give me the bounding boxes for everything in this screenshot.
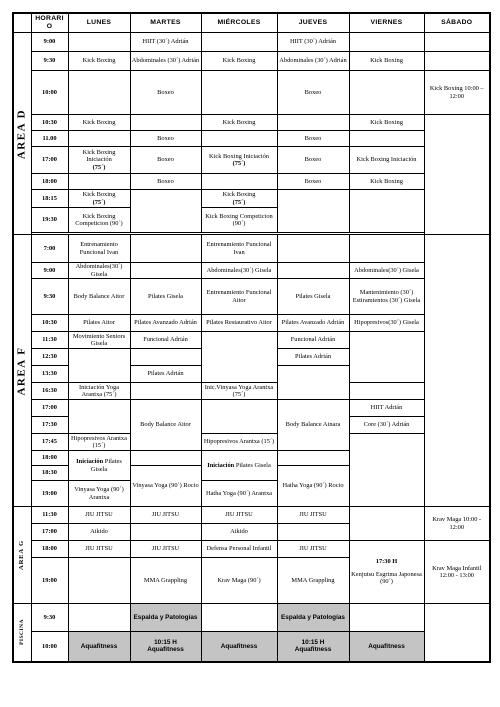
class-cell — [130, 190, 201, 233]
class-cell — [349, 131, 424, 147]
corner-cell — [13, 13, 31, 33]
class-cell: Kick Boxing Iniciación — [349, 147, 424, 174]
class-cell — [349, 190, 424, 233]
time-cell: 19:00 — [31, 558, 68, 604]
class-cell: Entrenamiento Funcional Aitor — [201, 279, 277, 315]
class-cell — [277, 235, 349, 263]
table-row — [13, 131, 490, 147]
time-cell: 18:00 — [31, 541, 68, 558]
class-cell: Kick Boxing — [349, 115, 424, 131]
class-cell: Vinyasa Yoga (90´) Rocio — [130, 466, 201, 507]
class-cell: Krav Maga (90´) — [201, 558, 277, 604]
class-cell — [424, 52, 490, 71]
class-name: Pilates Gisela — [235, 461, 271, 469]
table-row — [13, 115, 490, 131]
table-row — [13, 434, 490, 451]
time-cell: 17:00 — [31, 400, 68, 417]
time-cell: 17:30 — [31, 417, 68, 434]
class-cell — [130, 383, 201, 400]
class-duration: (75´) — [232, 160, 246, 167]
class-cell — [277, 263, 349, 279]
time-cell: 16:30 — [31, 383, 68, 400]
class-cell: Aikido — [68, 524, 130, 541]
time-cell: 10:00 — [31, 632, 68, 662]
class-cell: Core (30´) Adrián — [349, 417, 424, 434]
table-row — [13, 174, 490, 190]
class-cell: JIU JITSU — [277, 507, 349, 524]
class-name: Kenjutsu Esgrima Japonesa (90´) — [351, 570, 422, 586]
class-cell: Kick Boxing — [201, 52, 277, 71]
class-cell — [349, 71, 424, 115]
area-g-label: AREA G — [18, 540, 26, 570]
class-cell: Funcional Adrián — [277, 332, 349, 349]
class-cell — [277, 632, 349, 662]
class-start-time: 10:15 H — [154, 638, 177, 646]
area-f-label: AREA F — [15, 345, 28, 396]
class-start-time: 10:15 H — [301, 638, 325, 646]
class-cell — [201, 604, 277, 632]
class-cell — [68, 190, 130, 208]
table-row — [13, 147, 490, 174]
class-cell — [68, 349, 130, 383]
class-cell: Abdominales(30´) Gisela — [201, 263, 277, 279]
piscina-label-cell — [13, 604, 31, 662]
table-row — [13, 263, 490, 279]
class-cell: JIU JITSU — [68, 507, 130, 524]
class-cell: Aquafitness — [349, 632, 424, 662]
class-cell — [424, 115, 490, 235]
time-cell: 17:00 — [31, 147, 68, 174]
class-cell: Boxeo — [130, 71, 201, 115]
class-cell: Hipopresivos Arantxa (15´) — [68, 434, 130, 451]
class-duration: (75´) — [92, 163, 106, 171]
class-name: Aquafitness — [147, 646, 184, 654]
class-cell — [68, 147, 130, 174]
class-cell: Body Balance Ainara — [277, 400, 349, 451]
class-cell: Movimiento Seniors Gisela — [68, 332, 130, 349]
class-cell — [349, 383, 424, 400]
time-cell: 9:00 — [31, 33, 68, 52]
class-cell: Hatha Yoga (90´) Rocio — [277, 466, 349, 507]
time-cell: 9:30 — [31, 279, 68, 315]
class-level: Iniciación — [207, 461, 235, 469]
class-cell — [277, 366, 349, 400]
class-cell: Kick Boxing Competicion (90´) — [68, 208, 130, 233]
table-row — [13, 71, 490, 115]
class-cell: Pilates Gisela — [277, 279, 349, 315]
class-cell: Body Balance Aitor — [130, 400, 201, 451]
class-cell: JIU JITSU — [68, 541, 130, 558]
time-cell: 18:00 — [31, 174, 68, 190]
class-cell — [68, 174, 130, 190]
table-row — [13, 383, 490, 400]
time-cell: 11:30 — [31, 507, 68, 524]
time-cell: 17:00 — [31, 524, 68, 541]
class-cell — [68, 400, 130, 434]
class-cell: Funcional Adrián — [130, 332, 201, 349]
class-cell — [201, 174, 277, 190]
class-cell: Pilates Avanzado Adrián — [130, 315, 201, 332]
class-cell — [201, 332, 277, 383]
class-cell: HIIT (30´) Adrián — [277, 33, 349, 52]
time-cell: 7:00 — [31, 235, 68, 263]
class-cell: JIU JITSU — [201, 507, 277, 524]
time-cell: 10:30 — [31, 315, 68, 332]
class-cell: Boxeo — [130, 147, 201, 174]
class-cell: HIIT Adrián — [349, 400, 424, 417]
class-cell — [349, 235, 424, 263]
class-cell: Pilates Aitor — [68, 315, 130, 332]
class-cell: Body Balance Aitor — [68, 279, 130, 315]
area-g-label-cell — [13, 507, 31, 604]
class-cell — [130, 115, 201, 131]
class-cell — [68, 558, 130, 604]
class-cell: Pilates Avanzado Adrián — [277, 315, 349, 332]
class-cell: Pilates Adrián — [277, 349, 349, 366]
class-cell — [68, 33, 130, 52]
class-cell: Espalda y Patologías — [130, 604, 201, 632]
time-cell: 9:30 — [31, 52, 68, 71]
table-row — [13, 507, 490, 524]
area-d-label: AREA D — [15, 108, 28, 159]
class-cell: Entrenamiento Funcional Ivan — [68, 235, 130, 263]
class-cell: Abdominales(30´) Gisela — [68, 263, 130, 279]
class-cell — [130, 451, 201, 466]
time-cell: 9:30 — [31, 604, 68, 632]
class-cell: Kick Boxing 10:00 – 12:00 — [424, 71, 490, 115]
class-duration: (75´) — [232, 198, 246, 206]
class-cell — [201, 71, 277, 115]
class-cell: Boxeo — [277, 131, 349, 147]
class-name: Kick Boxing — [222, 191, 256, 199]
class-cell: MMA Grappling — [277, 558, 349, 604]
class-cell: Hipopresivos Arantxa (15´) — [201, 434, 277, 451]
class-level: Iniciación — [76, 458, 104, 466]
class-cell — [130, 235, 201, 263]
time-cell: 17:45 — [31, 434, 68, 451]
piscina-label: PISCINA — [19, 619, 26, 646]
time-cell: 9:00 — [31, 263, 68, 279]
class-cell — [349, 541, 424, 604]
class-cell — [349, 434, 424, 507]
table-row — [13, 315, 490, 332]
class-name: Pilates Gisela — [90, 458, 122, 473]
class-cell — [349, 507, 424, 541]
class-start-time: 17:30 H — [375, 558, 398, 566]
class-cell: Aquafitness — [201, 632, 277, 662]
time-cell: 13:30 — [31, 366, 68, 383]
time-cell: 10:00 — [31, 71, 68, 115]
class-cell — [68, 604, 130, 632]
class-cell — [201, 451, 277, 481]
class-cell: Entrenamiento Funcional Ivan — [201, 235, 277, 263]
class-cell — [277, 524, 349, 541]
header-viernes: VIERNES — [349, 13, 424, 33]
class-cell: Espalda y Patologías — [277, 604, 349, 632]
class-cell: JIU JITSU — [277, 541, 349, 558]
class-cell: Kick Boxing — [349, 52, 424, 71]
time-cell: 18:15 — [31, 190, 68, 208]
class-duration: (75´) — [92, 198, 106, 206]
time-cell: 18:30 — [31, 466, 68, 481]
class-cell — [130, 524, 201, 541]
class-name: Aquafitness — [294, 646, 332, 654]
class-cell: Abdominales (30´) Adrián — [277, 52, 349, 71]
table-row — [13, 190, 490, 208]
table-row — [13, 332, 490, 349]
class-cell — [68, 71, 130, 115]
class-cell: Hatha Yoga (90´) Arantxa — [201, 481, 277, 507]
class-cell: Kick Boxing — [68, 52, 130, 71]
class-cell — [201, 131, 277, 147]
time-cell: 11:30 — [31, 332, 68, 349]
class-cell: Krav Maga Infantil 12:00 - 13:00 — [424, 541, 490, 604]
header-martes: MARTES — [130, 13, 201, 33]
class-cell — [349, 332, 424, 383]
class-cell: HIIT (30´) Adrián — [130, 33, 201, 52]
class-name: Kick Boxing Iniciación — [82, 148, 116, 164]
class-cell: Abdominales(30´) Gisela — [349, 263, 424, 279]
class-cell: Iniciación Yoga Arantxa (75´) — [68, 383, 130, 400]
class-cell — [424, 33, 490, 52]
class-cell: Aikido — [201, 524, 277, 541]
class-name: Kick Boxing — [82, 191, 116, 199]
header-sabado: SÁBADO — [424, 13, 490, 33]
class-cell — [349, 33, 424, 52]
class-cell: Pilates Gisela — [130, 279, 201, 315]
class-cell: Pilates Adrián — [130, 366, 201, 383]
area-d-label-cell — [13, 33, 31, 235]
class-cell: Vinyasa Yoga (90´) Arantxa — [68, 481, 130, 507]
class-cell: Boxeo — [277, 71, 349, 115]
table-row — [13, 52, 490, 71]
class-cell — [68, 131, 130, 147]
table-row — [13, 279, 490, 315]
header-horario: HORARIO — [31, 13, 68, 33]
class-cell: Mantenimiento (30´) Estiramientos (30´) Gisela — [349, 279, 424, 315]
class-cell: Defensa Personal Infantil — [201, 541, 277, 558]
header-miercoles: MIÉRCOLES — [201, 13, 277, 33]
class-cell: Kick Boxing — [68, 115, 130, 131]
table-row — [13, 235, 490, 263]
class-cell — [424, 235, 490, 507]
class-cell: Hipopresivos(30´) Gisela — [349, 315, 424, 332]
class-cell: Krav Maga 10:00 - 12:00 — [424, 507, 490, 541]
class-cell: Boxeo — [130, 131, 201, 147]
class-cell: Boxeo — [277, 147, 349, 174]
header-jueves: JUEVES — [277, 13, 349, 33]
class-cell — [349, 604, 424, 632]
area-f-label-cell — [13, 235, 31, 507]
time-cell: 11.00 — [31, 131, 68, 147]
class-cell — [130, 632, 201, 662]
class-cell — [201, 33, 277, 52]
class-cell — [68, 451, 130, 481]
class-cell — [201, 400, 277, 434]
class-cell — [201, 147, 277, 174]
table-row — [13, 33, 490, 52]
class-cell — [201, 190, 277, 208]
class-cell — [277, 115, 349, 131]
table-row — [13, 604, 490, 632]
class-cell: Kick Boxing — [201, 115, 277, 131]
class-cell — [130, 263, 201, 279]
class-cell: Kick Boxing Competicion (90´) — [201, 208, 277, 233]
class-cell — [277, 190, 349, 233]
time-cell: 18:00 — [31, 451, 68, 466]
header-row — [13, 13, 490, 33]
class-cell: Boxeo — [130, 174, 201, 190]
time-cell: 10:30 — [31, 115, 68, 131]
class-cell: Aquafitness — [68, 632, 130, 662]
time-cell: 19:00 — [31, 481, 68, 507]
class-cell: Pilates Restaurativo Aitor — [201, 315, 277, 332]
time-cell: 12:30 — [31, 349, 68, 366]
table-row — [13, 632, 490, 662]
class-cell: Boxeo — [277, 174, 349, 190]
class-cell: Abdominales (30´) Adrián — [130, 52, 201, 71]
table-row — [13, 541, 490, 558]
class-cell — [277, 451, 349, 466]
table-row — [13, 400, 490, 417]
class-cell: MMA Grappling — [130, 558, 201, 604]
class-cell: JIU JITSU — [130, 541, 201, 558]
class-cell: Kick Boxing — [349, 174, 424, 190]
schedule-table — [12, 12, 491, 663]
time-cell: 19:30 — [31, 208, 68, 233]
class-cell — [130, 349, 201, 366]
class-cell: Inic.Vinyasa Yoga Arantxa (75´) — [201, 383, 277, 400]
header-lunes: LUNES — [68, 13, 130, 33]
class-cell — [424, 604, 490, 662]
class-cell: JIU JITSU — [130, 507, 201, 524]
class-name: Kick Boxing Iniciación — [209, 152, 269, 160]
